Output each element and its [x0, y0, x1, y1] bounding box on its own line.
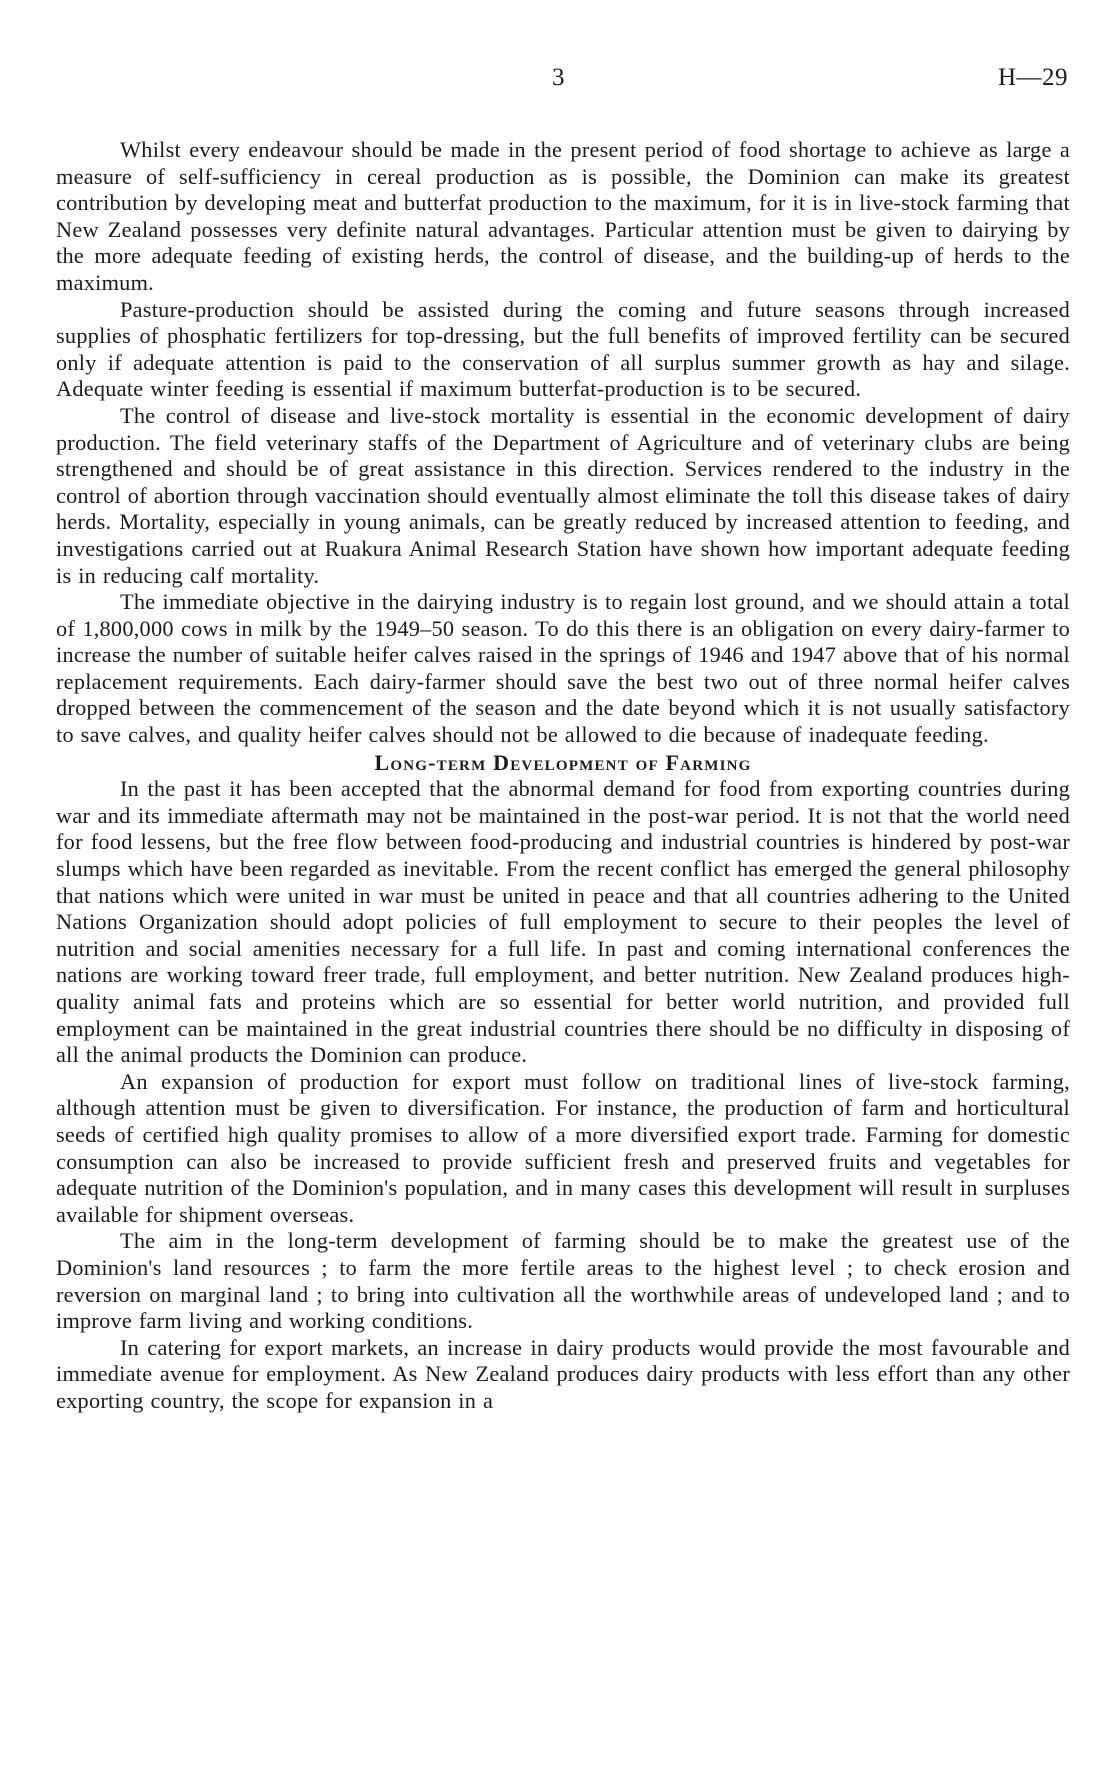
paragraph-export-markets: In catering for export markets, an increase in dairy products would provide the most favourable and immediate avenue for employment. As New Zealand produces dairy products with less effort than any other exporting country, the scope for expansion in a: [56, 1334, 1070, 1413]
paragraph-self-sufficiency: Whilst every endeavour should be made in the present period of food shortage to achieve as large a measure of self-sufficiency in cereal production as is possible, the Dominion can make its greatest contribution by developing meat and butterfat production to the maximum, for it is in live-stock farming that New Zealand possesses very definite natural advantages. Particular attention must be given to dairying by the more adequate feeding of existing herds, the control of disease, and the building-up of herds to the maximum.: [56, 137, 1070, 295]
paragraph-post-war-demand: In the past it has been accepted that the abnormal demand for food from exporting countries during war and its immediate aftermath may not be maintained in the post-war period. It is not that the world need for food lessens, but the free flow between food-producing and industrial countries is hindered by post-war slumps which have been regarded as inevitable. From the recent conflict has emerged the general philosophy that nations which were united in war must be united in peace and that all countries adhering to the United Nations Organization should adopt policies of full employment to secure to their peoples the level of nutrition and social amenities necessary for a full life. In past and coming international conferences the nations are working toward freer trade, full employment, and better nutrition. New Zealand produces high-quality animal fats and proteins which are so essential for better world nutrition, and provided full employment can be maintained in the great industrial countries there should be no difficulty in disposing of all the animal products the Dominion can produce.: [56, 776, 1070, 1068]
page-body: [56, 137, 1070, 1415]
paragraph-pasture-production: Pasture-production should be assisted during the coming and future seasons through increased supplies of phosphatic fertilizers for top-dressing, but the full benefits of improved fertility can be secured only if adequate attention is paid to the conservation of all surplus summer growth as hay and silage. Adequate winter feeding is essential if maximum butterfat-production is to be secured.: [56, 296, 1070, 402]
section-heading: Long-term Development of Farming: [374, 749, 752, 775]
paragraph-land-resources: The aim in the long-term development of farming should be to make the greatest use of the Dominion's land resources ; to farm the more fertile areas to the highest level ; to check erosion and reversion on marginal land ; to bring into cultivation all the worthwhile areas of undeveloped land ; and to improve farm living and working conditions.: [56, 1228, 1070, 1334]
paragraph-export-expansion: An expansion of production for export must follow on traditional lines of live-stock farming, although attention must be given to diversification. For instance, the production of farm and horticultural seeds of certified high quality promises to allow of a more diversified export trade. Farming for domestic consumption can also be increased to provide sufficient fresh and preserved fruits and vegetables for adequate nutrition of the Dominion's population, and in many cases this development will result in surpluses available for shipment overseas.: [56, 1068, 1070, 1227]
paragraph-dairying-objective: The immediate objective in the dairying industry is to regain lost ground, and we should attain a total of 1,800,000 cows in milk by the 1949–50 season. To do this there is an obligation on every dairy-farmer to increase the number of suitable heifer calves raised in the springs of 1946 and 1947 above that of his normal replacement requirements. Each dairy-farmer should save the best two out of three normal heifer calves dropped between the commencement of the season and the date beyond which it is not usually satisfactory to save calves, and quality heifer calves should not be allowed to die because of inadequate feeding.: [56, 589, 1070, 748]
page-number: 3: [552, 64, 565, 91]
page-header: [0, 64, 1114, 94]
paragraph-disease-control: The control of disease and live-stock mortality is essential in the economic development of dairy production. The field veterinary staffs of the Department of Agriculture and of veterinary clubs are being strengthened and should be of great assistance in this direction. Services rendered to the industry in the control of abortion through vaccination should eventually almost eliminate the toll this disease takes of dairy herds. Mortality, especially in young animals, can be greatly reduced by increased attention to feeding, and investigations carried out at Ruakura Animal Research Station have shown how important adequate feeding is in reducing calf mortality.: [56, 402, 1070, 588]
document-reference: H—29: [997, 64, 1068, 91]
